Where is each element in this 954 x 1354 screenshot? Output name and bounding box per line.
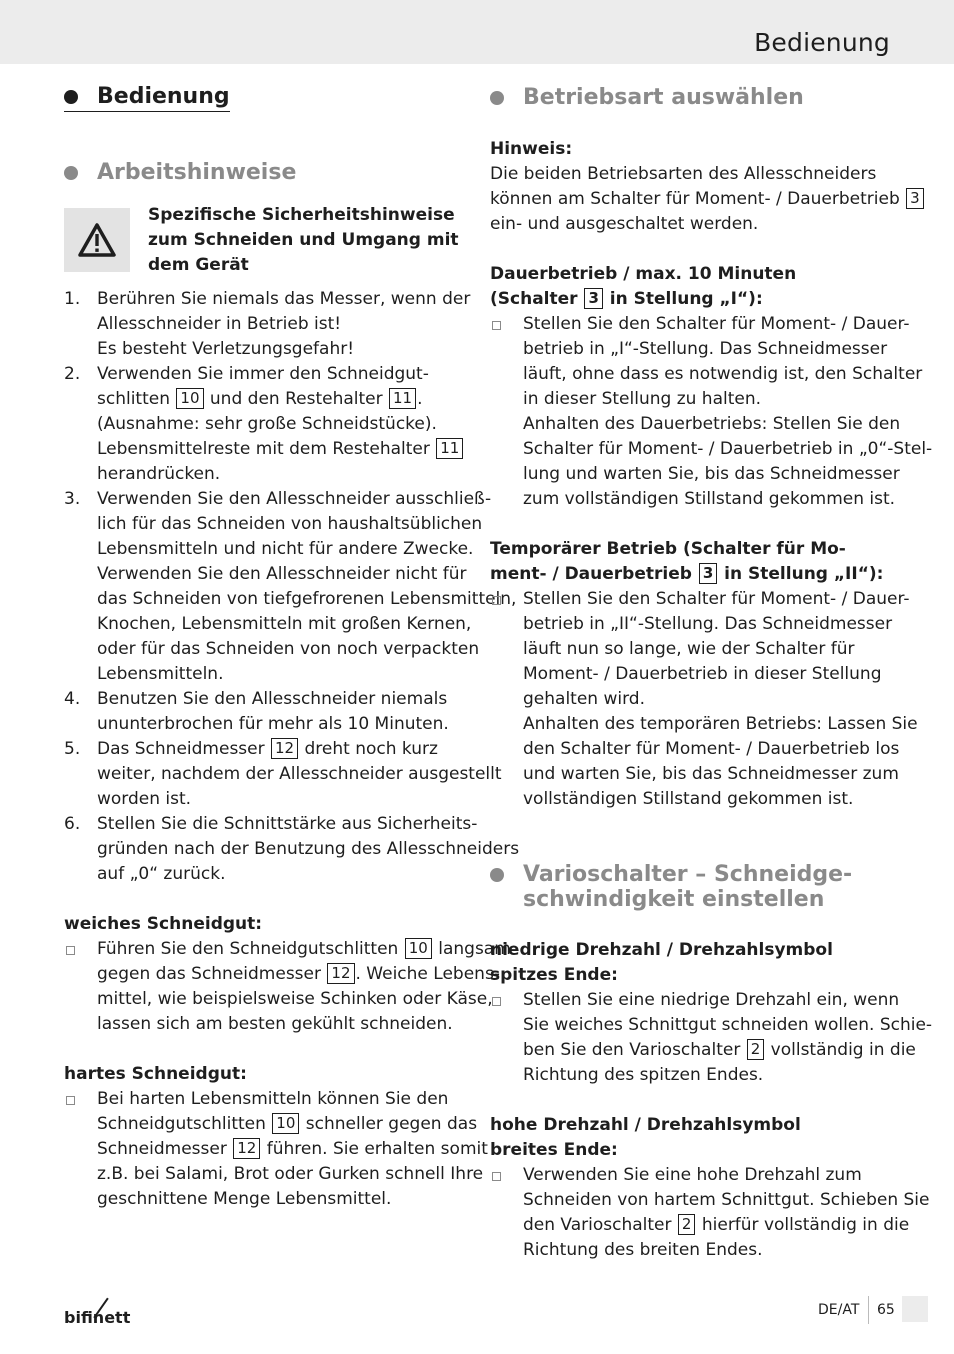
list-item-number: 6. [64,814,81,834]
page-header-title: Bedienung [754,28,890,57]
list-item [64,362,464,487]
bullet-text [523,1163,930,1263]
list-item-number: 2. [64,364,81,384]
text-line [97,337,464,362]
text-line [523,988,900,1013]
list-item [64,487,517,687]
text-line [97,1087,464,1112]
bullet-dot-icon [64,90,78,104]
text-segment: Schneiden von hartem Schnittgut. Schieben Sie [523,1190,930,1210]
text-line [97,412,464,437]
text-segment: den Varioschalter [523,1215,677,1235]
section-title-bedienung [64,84,230,112]
bullet-text [97,1087,488,1212]
text-line [97,537,474,562]
text-segment: Schneidmesser [97,1139,233,1159]
text-line [97,787,464,812]
text-line [97,662,464,687]
text-segment: ben Sie den Varioschalter [523,1040,746,1060]
text-segment: vollständigen Stillstand gekommen ist. [523,789,854,809]
text-line [523,312,910,337]
text-segment: spitzes Ende: [490,965,618,985]
text-line [523,1238,892,1263]
hard-food-bullet [64,1087,488,1212]
part-number-ref: 12 [271,738,298,759]
text-line [490,562,892,587]
text-line [490,262,892,287]
square-bullet-icon [492,596,501,605]
text-line [97,612,472,637]
page-number: 65 [877,1302,895,1318]
text-line [490,1113,892,1138]
square-bullet-icon [66,1096,75,1105]
temporary-mode-section [490,537,918,812]
bullet-text [97,937,511,1037]
text-segment: Temporärer Betrieb (Schalter für Mo- [490,539,846,559]
text-segment: (Schalter [490,289,584,309]
subsection-title-text [523,862,852,912]
hard-food-section [64,1062,488,1212]
text-line [523,1013,933,1038]
bullet-text [523,312,933,512]
soft-food-heading: weiches Schneidgut: [64,914,263,934]
text-segment: oder für das Schneiden von noch verpackten [97,639,480,659]
text-line [523,412,901,437]
text-line [97,712,464,737]
text-segment: Benutzen Sie den Allesschneider niemals [97,689,448,709]
part-number-ref: 2 [678,1214,696,1235]
list-item-text [97,737,502,812]
footer-tab-box [902,1296,928,1322]
text-line [523,1188,930,1213]
text-line [490,963,892,988]
text-segment: Stellen Sie die Schnittstärke aus Sicherheits- [97,814,478,834]
list-item-text [97,687,464,737]
text-line [97,937,511,962]
text-segment: läuft nun so lange, wie der Schalter für [523,639,855,659]
text-segment: betrieb in „I“-Stellung. Das Schneidmesser [523,339,888,359]
part-number-ref: 3 [906,188,924,209]
text-segment: Das Schneidmesser [97,739,271,759]
text-line [523,437,933,462]
footer-divider [868,1296,869,1324]
text-segment: Lebensmitteln und nicht für andere Zwecke. [97,539,474,559]
text-segment: dreht noch kurz [299,739,438,759]
text-line [490,187,920,212]
text-segment: lung und warten Sie, bis das Schneidmesser [523,464,900,484]
text-segment: Schneidgutschlitten [97,1114,272,1134]
list-item [64,812,520,887]
note-section [490,137,920,237]
footer-language: DE/AT [818,1302,860,1318]
text-line [97,962,500,987]
text-line [97,487,492,512]
text-segment: hohe Drehzahl / Drehzahlsymbol [490,1115,801,1135]
text-segment: Lebensmitteln. [97,664,224,684]
text-segment: schlitten [97,389,176,409]
text-segment: Dauerbetrieb / max. 10 Minuten [490,264,797,284]
text-line [97,837,520,862]
subsection-title-varioschalter [490,862,852,912]
text-line [97,1112,478,1137]
text-line [97,1187,464,1212]
text-line [97,512,483,537]
list-item-number: 1. [64,289,81,309]
text-segment: in dieser Stellung zu halten. [523,389,762,409]
subsection-title-text: Arbeitshinweise [97,160,297,185]
low-speed-heading [490,938,892,988]
text-segment: Knochen, Lebensmitteln mit großen Kernen, [97,614,472,634]
list-item [64,737,502,812]
text-segment: lich für das Schneiden von haushaltsüblichen [97,514,483,534]
text-segment: Stellen Sie den Schalter für Moment- / Dauer- [523,314,910,334]
text-segment: führen. Sie erhalten somit [261,1139,488,1159]
warning-line: Spezifische Sicherheitshinweise [148,205,455,225]
warning-text [148,203,468,278]
vario-title-line: schwindigkeit einstellen [523,887,825,912]
subsection-title-text: Betriebsart auswählen [523,85,804,110]
list-item [64,287,471,362]
text-line [97,762,502,787]
temporary-mode-bullet [490,587,918,812]
part-number-ref: 2 [747,1039,765,1060]
text-segment: Bei harten Lebensmitteln können Sie den [97,1089,449,1109]
text-segment: Verwenden Sie den Allesschneider ausschließ- [97,489,492,509]
text-line [97,637,480,662]
text-line [97,737,464,762]
text-segment: Anhalten des Dauerbetriebs: Stellen Sie den [523,414,901,434]
part-number-ref: 10 [176,388,203,409]
text-line [97,387,464,412]
text-segment: Es besteht Verletzungsgefahr! [97,339,355,359]
text-segment: Stellen Sie eine niedrige Drehzahl ein, wenn [523,990,900,1010]
text-line [523,612,892,637]
text-line [523,1063,892,1088]
text-segment: Verwenden Sie immer den Schneidgut- [97,364,429,384]
text-line [523,337,892,362]
text-segment: herandrücken. [97,464,221,484]
text-segment: in Stellung „I“): [603,289,763,309]
note-heading: Hinweis: [490,139,573,159]
brand-logo-text: bifinett [64,1308,131,1327]
low-speed-section [490,938,933,1088]
text-segment: Sie weiches Schnittgut schneiden wollen. Schie- [523,1015,933,1035]
bullet-text [523,988,933,1088]
list-item [64,687,464,737]
part-number-ref: 11 [436,438,463,459]
text-line [97,437,464,462]
text-line [523,662,892,687]
text-segment: langsam [432,939,511,959]
text-line [97,687,464,712]
text-line [97,462,464,487]
hard-food-heading: hartes Schneidgut: [64,1064,247,1084]
text-segment: Schalter für Moment- / Dauerbetrieb in „0“-Stel- [523,439,933,459]
text-line [97,1012,464,1037]
text-line [490,1138,892,1163]
text-line [97,862,464,887]
text-line [523,487,896,512]
text-line [523,712,918,737]
text-line [523,637,892,662]
text-line [490,537,892,562]
part-number-ref: 10 [272,1113,299,1134]
text-line [490,162,892,187]
text-segment: Führen Sie den Schneidgutschlitten [97,939,404,959]
bullet-dot-icon [490,868,504,882]
text-line [97,312,464,337]
text-segment: Die beiden Betriebsarten des Allesschneiders [490,164,877,184]
text-line [97,287,471,312]
list-item-text [97,487,517,687]
text-line [97,562,467,587]
text-segment: können am Schalter für Moment- / Dauerbetrieb [490,189,906,209]
text-segment: Moment- / Dauerbetrieb in dieser Stellung [523,664,882,684]
text-segment: zum vollständigen Stillstand gekommen ist. [523,489,896,509]
list-item-number: 4. [64,689,81,709]
text-segment: ein- und ausgeschaltet werden. [490,214,759,234]
text-segment: Richtung des spitzen Endes. [523,1065,764,1085]
text-segment: und den Restehalter [204,389,388,409]
text-line [97,1162,484,1187]
square-bullet-icon [492,1172,501,1181]
text-segment: in Stellung „II“): [718,564,884,584]
part-number-ref: 12 [327,963,354,984]
text-segment: worden ist. [97,789,192,809]
bullet-dot-icon [64,166,78,180]
vario-title-line: Varioschalter – Schneidge- [523,862,853,887]
text-segment: Richtung des breiten Endes. [523,1240,763,1260]
text-line [523,1163,892,1188]
note-body [490,162,920,237]
text-segment: gründen nach der Benutzung des Allesschneiders [97,839,520,859]
text-segment: Allesschneider in Betrieb ist! [97,314,342,334]
continuous-mode-section [490,262,933,512]
text-line [523,687,892,712]
text-line [490,938,892,963]
text-segment: Lebensmittelreste mit dem Restehalter [97,439,436,459]
list-item-text [97,812,520,887]
list-item-text [97,362,464,487]
text-line [97,587,517,612]
text-line [523,787,892,812]
square-bullet-icon [66,946,75,955]
continuous-mode-bullet [490,312,933,512]
text-segment: . Weiche Lebens- [355,964,500,984]
part-number-ref: 12 [233,1138,260,1159]
text-line [490,212,892,237]
text-segment: und warten Sie, bis das Schneidmesser zum [523,764,899,784]
text-segment: auf „0“ zurück. [97,864,226,884]
part-number-ref: 3 [584,288,602,309]
warning-box [64,208,130,272]
text-segment: ununterbrochen für mehr als 10 Minuten. [97,714,449,734]
list-item-text [97,287,471,362]
text-line [97,1137,488,1162]
text-segment: vollständig in die [765,1040,916,1060]
warning-triangle-icon [77,222,117,258]
text-segment: Verwenden Sie eine hohe Drehzahl zum [523,1165,862,1185]
text-segment: . [417,389,423,409]
text-segment: z.B. bei Salami, Brot oder Gurken schnell Ihre [97,1164,484,1184]
text-segment: gegen das Schneidmesser [97,964,327,984]
text-segment: lassen sich am besten gekühlt schneiden. [97,1014,453,1034]
text-segment: gehalten wird. [523,689,645,709]
text-segment: Verwenden Sie den Allesschneider nicht für [97,564,467,584]
text-segment: das Schneiden von tiefgefrorenen Lebensmitteln, [97,589,517,609]
text-line [523,737,900,762]
text-segment: Berühren Sie niemals das Messer, wenn der [97,289,471,309]
text-line [523,1213,910,1238]
soft-food-section [64,912,511,1037]
text-line [523,387,892,412]
text-line [523,587,910,612]
list-item-number: 3. [64,489,81,509]
text-segment: ment- / Dauerbetrieb [490,564,698,584]
text-line [523,362,923,387]
temporary-mode-heading [490,537,892,587]
high-speed-heading [490,1113,892,1163]
text-line [97,987,493,1012]
square-bullet-icon [492,321,501,330]
warning-line: dem Gerät [148,255,249,275]
text-segment: (Ausnahme: sehr große Schneidstücke). [97,414,437,434]
text-line [97,362,464,387]
text-segment: geschnittene Menge Lebensmittel. [97,1189,392,1209]
text-segment: mittel, wie beispielsweise Schinken oder Käse, [97,989,493,1009]
bullet-dot-icon [490,91,504,105]
part-number-ref: 10 [405,938,432,959]
part-number-ref: 3 [699,563,717,584]
brand-logo [64,1308,130,1327]
low-speed-bullet [490,988,933,1088]
soft-food-bullet [64,937,511,1037]
warning-line: zum Schneiden und Umgang mit [148,230,459,250]
instruction-list [64,287,520,887]
section-title-text: Bedienung [97,84,230,109]
text-segment: weiter, nachdem der Allesschneider ausgestellt [97,764,502,784]
text-segment: niedrige Drehzahl / Drehzahlsymbol [490,940,833,960]
text-segment: breites Ende: [490,1140,618,1160]
text-segment: schneller gegen das [300,1114,478,1134]
text-segment: Stellen Sie den Schalter für Moment- / Dauer- [523,589,910,609]
text-line [523,462,900,487]
high-speed-bullet [490,1163,930,1263]
part-number-ref: 11 [389,388,416,409]
subsection-title-betriebsart [490,85,804,110]
text-line [490,287,892,312]
continuous-mode-heading [490,262,892,312]
square-bullet-icon [492,997,501,1006]
text-line [97,812,478,837]
text-segment: Anhalten des temporären Betriebs: Lassen Sie [523,714,918,734]
text-line [523,762,899,787]
text-segment: den Schalter für Moment- / Dauerbetrieb los [523,739,900,759]
subsection-title-arbeitshinweise [64,160,296,185]
text-segment: läuft, ohne dass es notwendig ist, den Schalter [523,364,923,384]
text-segment: hierfür vollständig in die [696,1215,910,1235]
text-line [523,1038,916,1063]
bullet-text [523,587,918,812]
list-item-number: 5. [64,739,81,759]
text-segment: betrieb in „II“-Stellung. Das Schneidmesser [523,614,893,634]
high-speed-section [490,1113,930,1263]
